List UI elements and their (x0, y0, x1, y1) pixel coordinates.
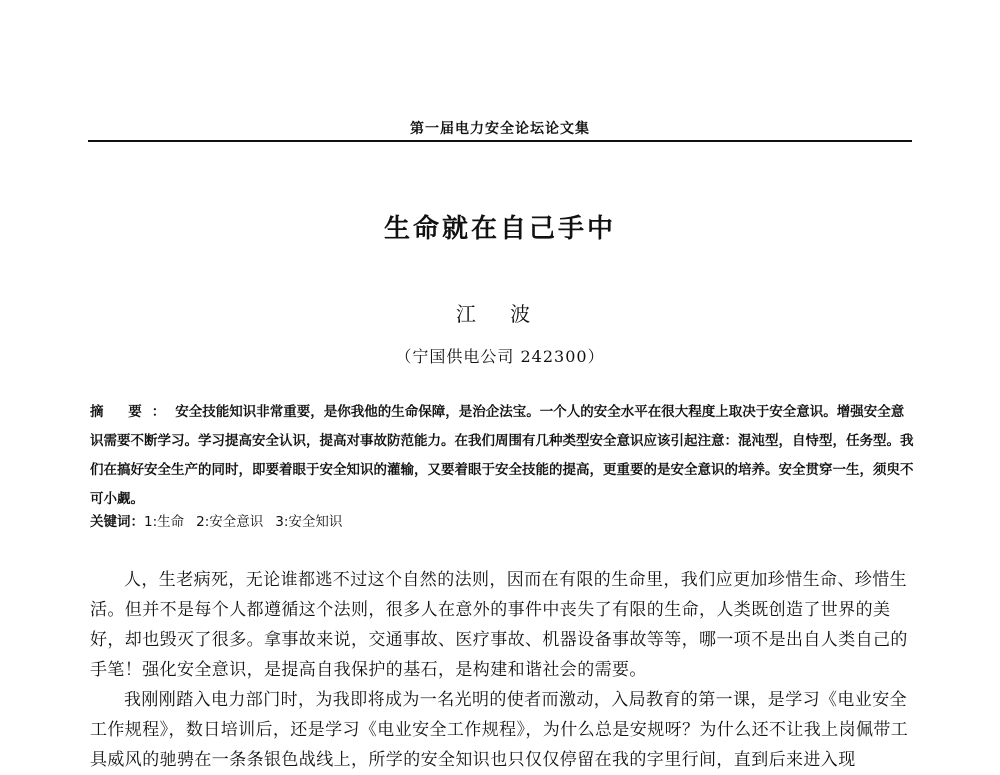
body-paragraph: 人，生老病死，无论谁都逃不过这个自然的法则，因而在有限的生命里，我们应更加珍惜生命、珍惜生活。但并不是每个人都遵循这个法则，很多人在意外的事件中丧失了有限的生命，人类既创造了世界的美好，却也毁灭了很多。拿事故来说，交通事故、医疗事故、机器设备事故等等，哪一项不是出自人类自己的手笔！强化安全意识，是提高自我保护的基石，是构建和谐社会的需要。 (90, 570, 908, 680)
abstract-label: 摘 要： (90, 404, 176, 420)
keyword-item: 2:安全意识 (196, 514, 264, 530)
keywords-label: 关键词： (90, 514, 144, 530)
article-body (90, 565, 914, 775)
header-rule (88, 140, 912, 142)
article-title: 生命就在自己手中 (383, 214, 616, 244)
abstract (90, 398, 914, 514)
collection-header: 第一届电力安全论坛论文集 (410, 121, 590, 137)
body-paragraph: 我刚刚踏入电力部门时，为我即将成为一名光明的使者而激动，入局教育的第一课，是学习《电业安全工作规程》，数日培训后，还是学习《电业安全工作规程》，为什么总是安规呀？为什么还不让我上岗佩带工具威风的驰骋在一条条银色战线上，所学的安全知识也只仅仅停留在我的字里行间，直到后来进入现 (90, 690, 909, 770)
abstract-text: 安全技能知识非常重要，是你我他的生命保障，是治企法宝。一个人的安全水平在很大程度上取决于安全意识。增强安全意识需要不断学习。学习提高安全认识，提高对事故防范能力。在我们周围有几种类型安全意识应该引起注意：混沌型，自恃型，任务型。我们在搞好安全生产的同时，即要着眼于安全知识的灌输，又要着眼于安全技能的提高，更重要的是安全意识的培养。安全贯穿一生，须臾不可小觑。 (90, 404, 914, 507)
keyword-item: 3:安全知识 (275, 514, 343, 530)
author-name: 江 波 (455, 302, 545, 326)
author-affiliation: （宁国供电公司 242300） (395, 347, 605, 366)
keywords (90, 511, 914, 533)
keyword-item: 1:生命 (144, 514, 185, 530)
